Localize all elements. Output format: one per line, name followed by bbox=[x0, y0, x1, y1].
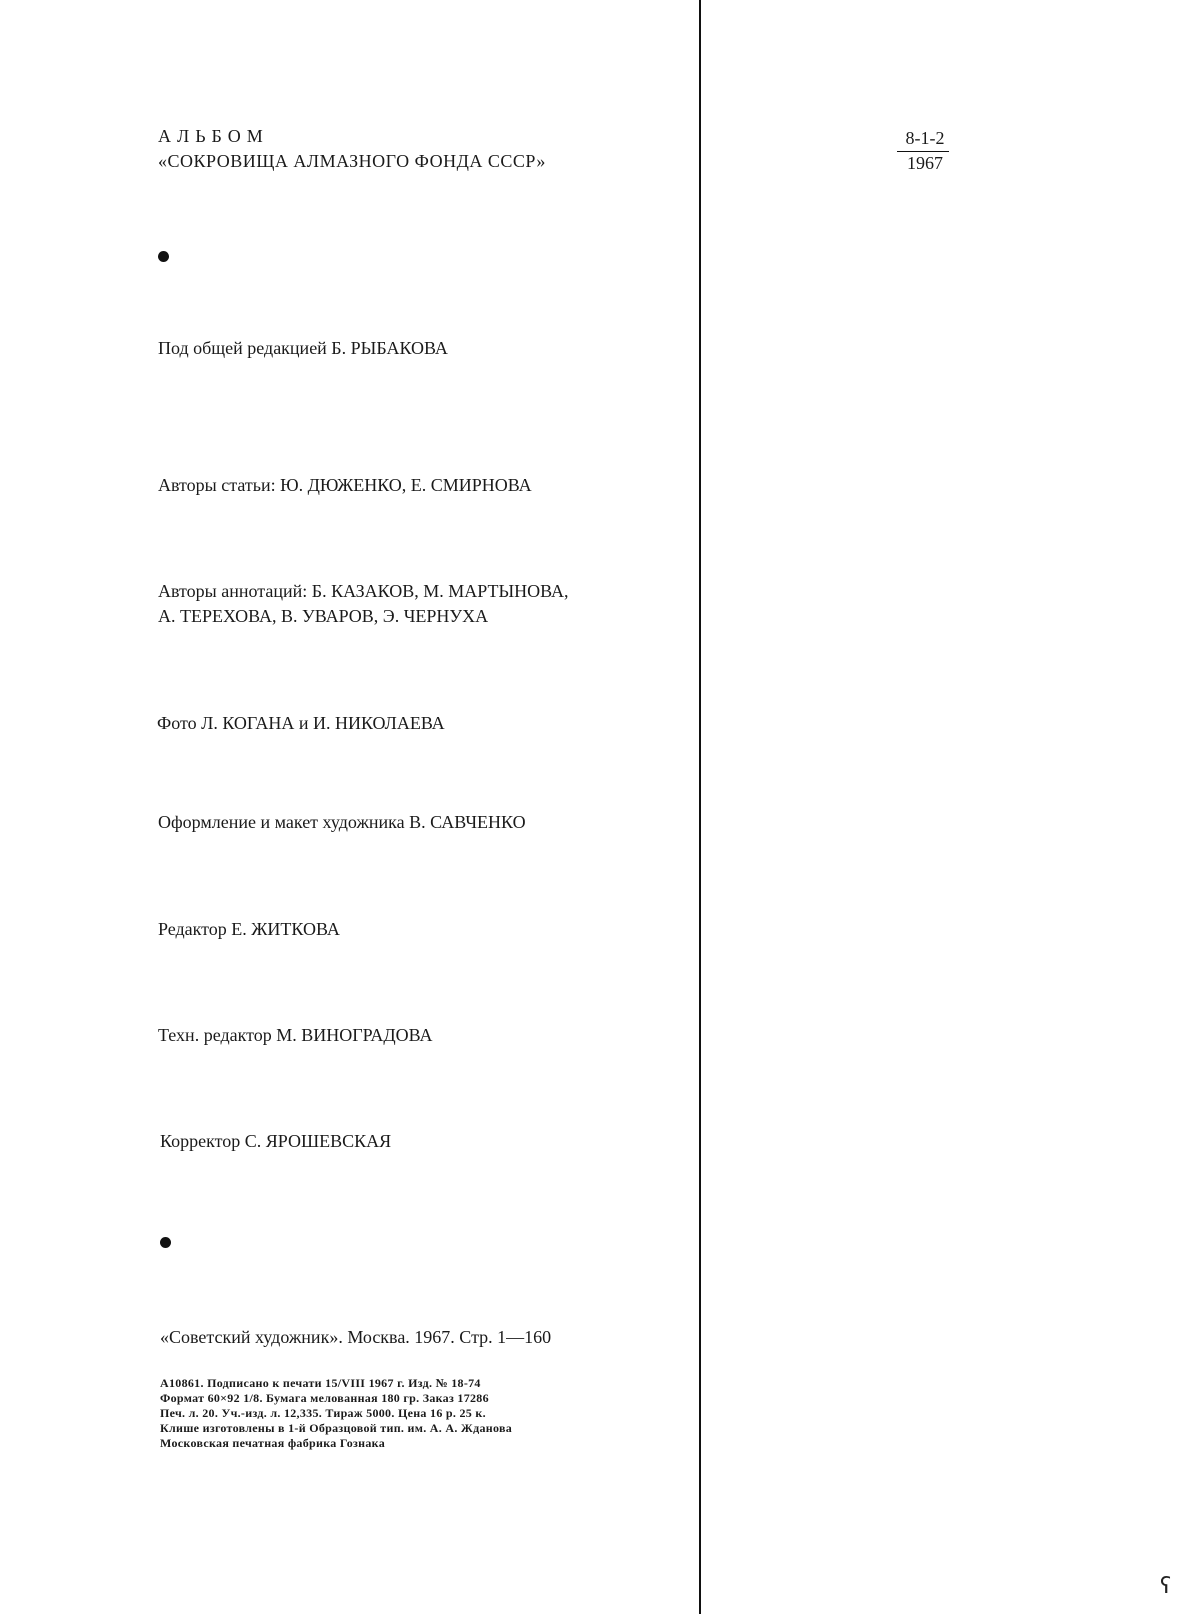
page-gutter-line bbox=[699, 0, 701, 1614]
index-code-year: 1967 bbox=[907, 153, 943, 173]
corrector-credit: Корректор С. ЯРОШЕВСКАЯ bbox=[160, 1131, 392, 1151]
imprint-line: Клише изготовлены в 1-й Образцовой тип. им. А. А. Жданова bbox=[160, 1421, 513, 1435]
tech-redactor-credit: Техн. редактор М. ВИНОГРАДОВА bbox=[158, 1025, 433, 1045]
imprint-line: Московская печатная фабрика Гознака bbox=[160, 1436, 385, 1450]
photo-credit: Фото Л. КОГАНА и И. НИКОЛАЕВА bbox=[157, 713, 445, 733]
annotation-authors-line-2: А. ТЕРЕХОВА, В. УВАРОВ, Э. ЧЕРНУХА bbox=[158, 606, 489, 626]
bullet-icon bbox=[160, 1237, 171, 1248]
article-authors-credit: Авторы статьи: Ю. ДЮЖЕНКО, Е. СМИРНОВА bbox=[158, 475, 532, 495]
bullet-icon bbox=[158, 251, 169, 262]
album-title: «СОКРОВИЩА АЛМАЗНОГО ФОНДА СССР» bbox=[158, 151, 546, 171]
corner-mark-icon: ʕ bbox=[1160, 1574, 1172, 1599]
publisher-line: «Советский художник». Москва. 1967. Стр. 1—160 bbox=[160, 1327, 552, 1347]
imprint-line: А10861. Подписано к печати 15/VIII 1967 г. Изд. № 18-74 bbox=[160, 1376, 481, 1390]
album-label: АЛЬБОМ bbox=[158, 126, 269, 146]
index-code-number: 8-1-2 bbox=[905, 128, 945, 148]
general-editor-credit: Под общей редакцией Б. РЫБАКОВА bbox=[158, 338, 448, 358]
design-credit: Оформление и макет художника В. САВЧЕНКО bbox=[158, 812, 526, 832]
imprint-line: Печ. л. 20. Уч.-изд. л. 12,335. Тираж 5000. Цена 16 р. 25 к. bbox=[160, 1406, 486, 1420]
redactor-credit: Редактор Е. ЖИТКОВА bbox=[158, 919, 340, 939]
annotation-authors-line-1: Авторы аннотаций: Б. КАЗАКОВ, М. МАРТЫНОВА, bbox=[158, 581, 569, 601]
imprint-line: Формат 60×92 1/8. Бумага мелованная 180 гр. Заказ 17286 bbox=[160, 1391, 489, 1405]
